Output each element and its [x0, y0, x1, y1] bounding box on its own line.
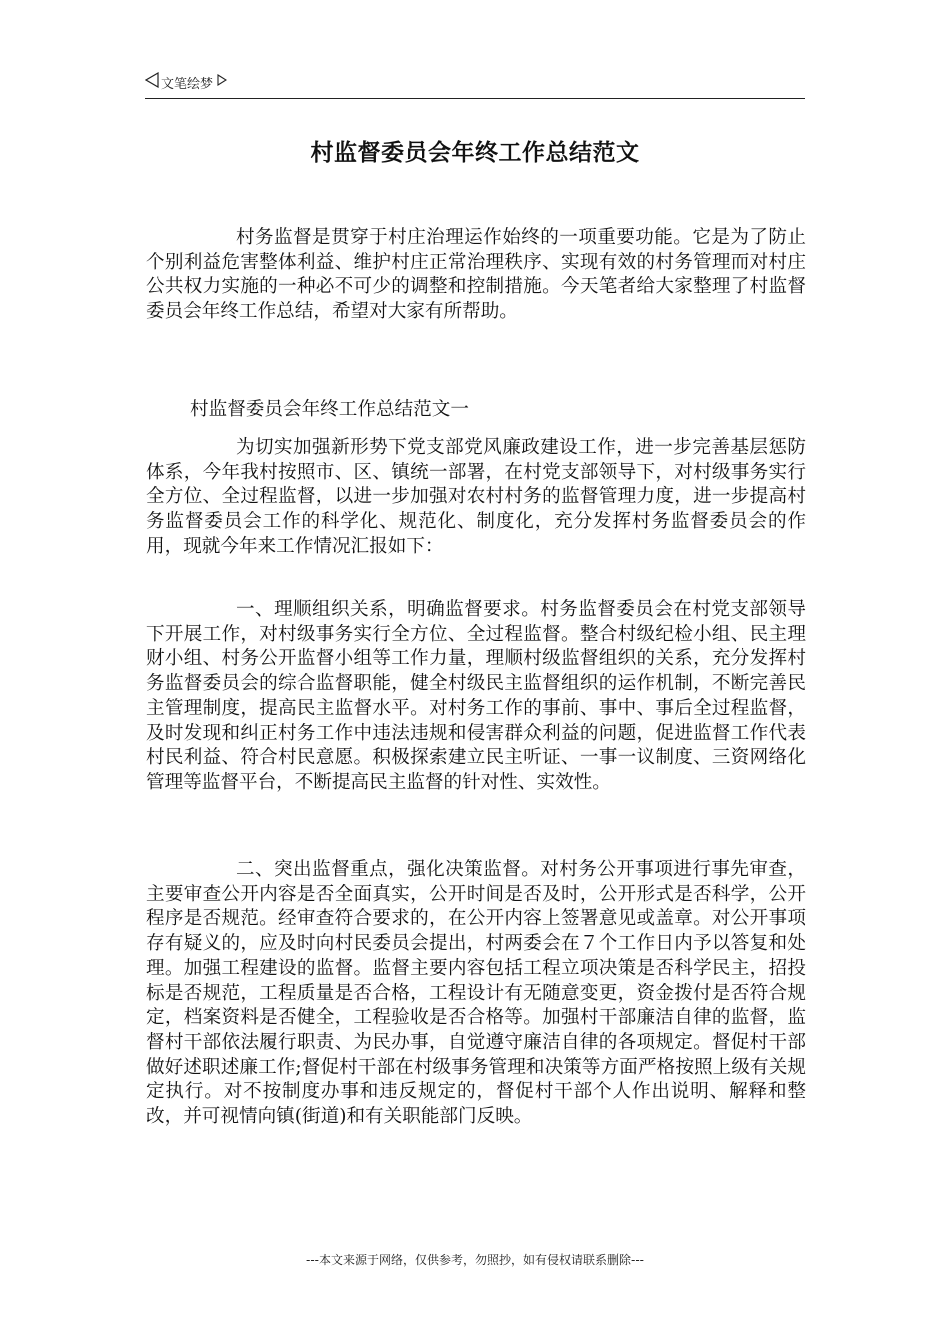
brand-label: 文笔绘梦	[161, 76, 214, 92]
body-paragraph-1: 为切实加强新形势下党支部党风廉政建设工作，进一步完善基层惩防体系，今年我村按照市、区、镇统一部署，在村党支部领导下，对村级事务实行全方位、全过程监督，以进一步加强对农村村务的监督管理力度，进一步提高村务监督委员会工作的科学化、规范化、制度化，充分发挥村务监督委员会的作用，现就今年来工作情况汇报如下：	[146, 437, 806, 557]
triangle-right-icon	[217, 74, 227, 90]
triangle-left-icon	[145, 72, 159, 92]
page-header	[145, 72, 805, 99]
body-paragraph-2: 一、理顺组织关系，明确监督要求。村务监督委员会在村党支部领导下开展工作，对村级事务实行全方位、全过程监督。整合村级纪检小组、民主理财小组、村务公开监督小组等工作力量，理顺村级监督组织的关系，充分发挥村务监督委员会的综合监督职能，健全村级民主监督组织的运作机制，不断完善民主管理制度，提高民主监督水平。对村务工作的事前、事中、事后全过程监督，及时发现和纠正村务工作中违法违规和侵害群众利益的问题，促进监督工作代表村民利益、符合村民意愿。积极探索建立民主听证、一事一议制度、三资网络化管理等监督平台，不断提高民主监督的针对性、实效性。	[146, 599, 806, 793]
body-paragraph-3: 二、突出监督重点，强化决策监督。对村务公开事项进行事先审查，主要审查公开内容是否全面真实，公开时间是否及时，公开形式是否科学，公开程序是否规范。经审查符合要求的，在公开内容上签署意见或盖章。对公开事项存有疑义的，应及时向村民委员会提出，村两委会在７个工作日内予以答复和处理。加强工程建设的监督。监督主要内容包括工程立项决策是否科学民主，招投标是否规范，工程质量是否合格，工程设计有无随意变更，资金拨付是否符合规定，档案资料是否健全，工程验收是否合格等。加强村干部廉洁自律的监督，监督村干部依法履行职责、为民办事，自觉遵守廉洁自律的各项规定。督促村干部做好述职述廉工作;督促村干部在村级事务管理和决策等方面严格按照上级有关规定执行。对不按制度办事和违反规定的，督促村干部个人作出说明、解释和整改，并可视情向镇(街道)和有关职能部门反映。	[146, 859, 806, 1128]
section-title: 村监督委员会年终工作总结范文一	[190, 399, 469, 420]
intro-paragraph: 村务监督是贯穿于村庄治理运作始终的一项重要功能。它是为了防止个别利益危害整体利益、维护村庄正常治理秩序、实现有效的村务管理而对村庄公共权力实施的一种必不可少的调整和控制措施。今天笔者给大家整理了村监督委员会年终工作总结，希望对大家有所帮助。	[146, 227, 806, 323]
document-title: 村监督委员会年终工作总结范文	[310, 140, 640, 166]
footer-disclaimer: ---本文来源于网络，仅供参考，勿照抄，如有侵权请联系删除---	[306, 1253, 644, 1267]
